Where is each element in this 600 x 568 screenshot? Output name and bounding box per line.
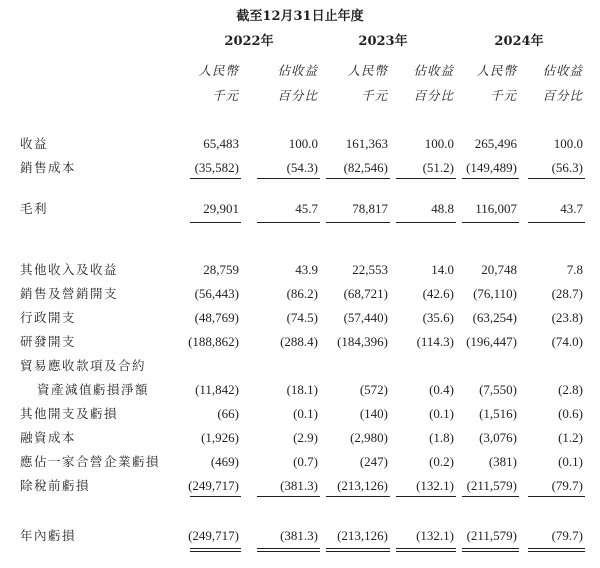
underline <box>462 222 519 223</box>
table-cell: (86.2) <box>286 286 318 301</box>
row-label: 年內虧損 <box>20 528 77 543</box>
table-cell: (247) <box>359 454 388 469</box>
table-cell: 22,553 <box>352 262 388 277</box>
table-cell: (54.3) <box>286 160 318 175</box>
row-label: 除稅前虧損 <box>20 478 91 493</box>
table-cell: (381.3) <box>280 478 318 493</box>
table-cell: (114.3) <box>416 334 454 349</box>
table-cell: 161,363 <box>345 136 388 151</box>
table-cell: (2,980) <box>350 430 388 445</box>
table-cell: 48.8 <box>431 201 454 216</box>
table-cell: 100.0 <box>424 136 454 151</box>
table-cell: (82,546) <box>343 160 388 175</box>
table-cell: 14.0 <box>431 262 454 277</box>
table-cell: (74.0) <box>551 334 583 349</box>
table-cell: 65,483 <box>203 136 239 151</box>
year-header: 2024年 <box>494 34 544 49</box>
table-cell: (381) <box>488 454 517 469</box>
table-cell: 265,496 <box>474 136 517 151</box>
underline <box>528 496 585 497</box>
row-label: 其他開支及虧損 <box>20 406 119 421</box>
row-label: 應佔一家合營企業虧損 <box>20 454 161 469</box>
column-header-line1: 人民幣 <box>476 63 517 78</box>
table-cell: (3,076) <box>479 430 517 445</box>
underline <box>528 222 585 223</box>
underline <box>190 178 241 179</box>
table-cell: 100.0 <box>288 136 318 151</box>
row-label: 其他收入及收益 <box>20 262 119 277</box>
column-header-line1: 人民幣 <box>198 63 239 78</box>
table-cell: (132.1) <box>416 478 454 493</box>
table-cell: (18.1) <box>286 382 318 397</box>
table-cell: (28.7) <box>551 286 583 301</box>
table-cell: (1.2) <box>558 430 583 445</box>
underline <box>396 496 456 497</box>
table-cell: (79.7) <box>551 528 583 543</box>
column-header-line2: 千元 <box>360 88 388 103</box>
table-cell: (11,842) <box>195 382 239 397</box>
year-header: 2023年 <box>358 34 408 49</box>
table-cell: (140) <box>359 406 388 421</box>
table-cell: (79.7) <box>551 478 583 493</box>
table-cell: (2.8) <box>558 382 583 397</box>
column-header-line2: 百分比 <box>413 88 454 103</box>
underline <box>528 178 585 179</box>
table-cell: (0.7) <box>293 454 318 469</box>
underline <box>190 496 241 497</box>
table-cell: (249,717) <box>188 478 239 493</box>
table-cell: (74.5) <box>286 310 318 325</box>
table-cell: (0.1) <box>293 406 318 421</box>
table-cell: (66) <box>217 406 239 421</box>
table-cell: (0.1) <box>558 454 583 469</box>
column-header-line2: 千元 <box>489 88 517 103</box>
table-cell: (63,254) <box>472 310 517 325</box>
table-cell: (149,489) <box>466 160 517 175</box>
year-header: 2022年 <box>224 34 274 49</box>
row-label: 貿易應收款項及合約 <box>20 358 147 373</box>
table-cell: 116,007 <box>475 201 517 216</box>
underline <box>326 222 390 223</box>
table-cell: 45.7 <box>295 201 318 216</box>
double-underline <box>326 548 390 552</box>
table-cell: (211,579) <box>466 528 517 543</box>
table-cell: (56.3) <box>551 160 583 175</box>
table-cell: (48,769) <box>194 310 239 325</box>
row-label: 融資成本 <box>20 430 77 445</box>
table-cell: (196,447) <box>466 334 517 349</box>
table-cell: 29,901 <box>203 201 239 216</box>
underline <box>257 496 320 497</box>
table-cell: (188,862) <box>188 334 239 349</box>
column-header-line1: 佔收益 <box>542 63 583 78</box>
table-cell: (381.3) <box>280 528 318 543</box>
table-cell: (35.6) <box>422 310 454 325</box>
table-cell: 20,748 <box>481 262 517 277</box>
table-cell: (0.1) <box>429 406 454 421</box>
row-label: 收益 <box>20 136 49 151</box>
table-cell: (572) <box>359 382 388 397</box>
table-cell: 43.9 <box>295 262 318 277</box>
table-cell: 7.8 <box>566 262 583 277</box>
underline <box>462 496 519 497</box>
double-underline <box>190 548 241 552</box>
table-cell: (184,396) <box>337 334 388 349</box>
table-cell: (35,582) <box>194 160 239 175</box>
double-underline <box>396 548 456 552</box>
underline <box>257 178 320 179</box>
column-header-line2: 百分比 <box>277 88 318 103</box>
table-cell: (42.6) <box>422 286 454 301</box>
table-cell: 78,817 <box>352 201 388 216</box>
column-header-line1: 佔收益 <box>277 63 318 78</box>
row-label: 銷售及營銷開支 <box>20 286 119 301</box>
table-cell: 100.0 <box>553 136 583 151</box>
underline <box>396 178 456 179</box>
table-cell: (76,110) <box>473 286 517 301</box>
table-cell: (2.9) <box>293 430 318 445</box>
column-header-line2: 千元 <box>211 88 239 103</box>
table-cell: (1,926) <box>201 430 239 445</box>
table-cell: (132.1) <box>416 528 454 543</box>
table-cell: (68,721) <box>343 286 388 301</box>
table-cell: (469) <box>210 454 239 469</box>
table-cell: (56,443) <box>194 286 239 301</box>
table-cell: (51.2) <box>422 160 454 175</box>
column-header-line1: 佔收益 <box>413 63 454 78</box>
column-header-line2: 百分比 <box>542 88 583 103</box>
table-cell: (1.8) <box>429 430 454 445</box>
double-underline <box>257 548 320 552</box>
underline <box>462 178 519 179</box>
table-cell: 43.7 <box>560 201 583 216</box>
column-header-line1: 人民幣 <box>347 63 388 78</box>
table-cell: (288.4) <box>280 334 318 349</box>
table-cell: (0.4) <box>429 382 454 397</box>
table-cell: (23.8) <box>551 310 583 325</box>
table-cell: 28,759 <box>203 262 239 277</box>
table-cell: (7,550) <box>479 382 517 397</box>
table-cell: (213,126) <box>337 528 388 543</box>
table-cell: (213,126) <box>337 478 388 493</box>
underline <box>190 222 241 223</box>
row-label: 資產減值虧損淨額 <box>37 382 150 397</box>
table-cell: (1,516) <box>479 406 517 421</box>
table-cell: (0.6) <box>558 406 583 421</box>
table-cell: (211,579) <box>466 478 517 493</box>
table-cell: (0.2) <box>429 454 454 469</box>
row-label: 毛利 <box>20 201 49 216</box>
period-title: 截至12月31日止年度 <box>236 9 364 24</box>
underline <box>396 222 456 223</box>
underline <box>326 496 390 497</box>
row-label: 研發開支 <box>20 334 77 349</box>
double-underline <box>528 548 585 552</box>
table-cell: (249,717) <box>188 528 239 543</box>
row-label: 銷售成本 <box>20 160 77 175</box>
row-label: 行政開支 <box>20 310 77 325</box>
underline <box>257 222 320 223</box>
double-underline <box>462 548 519 552</box>
table-cell: (57,440) <box>343 310 388 325</box>
underline <box>326 178 390 179</box>
